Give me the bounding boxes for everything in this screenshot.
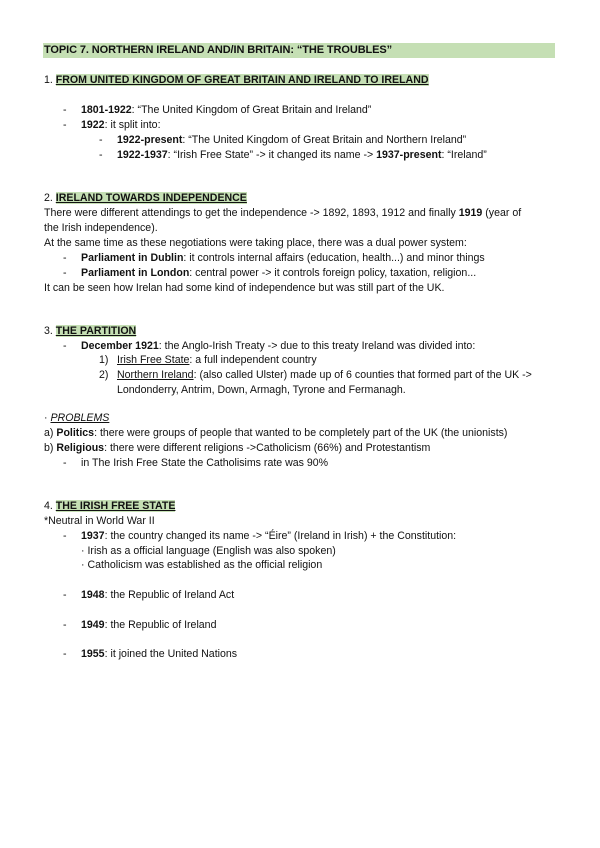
list-item: Parliament in London: central power -> it controls foreign policy, taxation, religion... xyxy=(81,267,477,279)
bullet-dash: - xyxy=(63,119,67,131)
list-item: b) Religious: there were different religions ->Catholicism (66%) and Protestantism xyxy=(44,442,431,454)
list-item: Parliament in Dublin: it controls internal affairs (education, health...) and minor things xyxy=(81,252,485,264)
list-item: Northern Ireland: (also called Ulster) made up of 6 counties that formed part of the UK -> xyxy=(117,369,532,381)
bullet-dash: - xyxy=(63,340,67,352)
list-item: Irish Free State: a full independent country xyxy=(117,354,317,366)
bullet-dash: - xyxy=(63,457,67,469)
list-item: 1922-1937: “Irish Free State” -> it changed its name -> 1937-present: “Ireland” xyxy=(117,149,487,161)
bullet-dash: - xyxy=(99,149,103,161)
section-2-heading: 2. IRELAND TOWARDS INDEPENDENCE xyxy=(44,192,247,204)
list-item: December 1921: the Anglo-Irish Treaty -> due to this treaty Ireland was divided into: xyxy=(81,340,476,352)
list-item: a) Politics: there were groups of people that wanted to be completely part of the UK (the unionists) xyxy=(44,427,508,439)
list-item: 1949: the Republic of Ireland xyxy=(81,619,217,631)
list-item: 1955: it joined the United Nations xyxy=(81,648,238,660)
sub-item: · Catholicism was established as the official religion xyxy=(81,559,323,571)
bullet-dash: - xyxy=(63,648,67,660)
list-number: 2) xyxy=(99,369,109,381)
list-item: in The Irish Free State the Catholisims rate was 90% xyxy=(81,457,329,469)
problems-label: · PROBLEMS xyxy=(44,412,110,424)
bullet-dash: - xyxy=(63,619,67,631)
bullet-dash: - xyxy=(99,134,103,146)
list-item: 1948: the Republic of Ireland Act xyxy=(81,589,235,601)
list-item: 1801-1922: “The United Kingdom of Great Britain and Ireland” xyxy=(81,104,372,116)
list-item: 1937: the country changed its name -> “Éire” (Ireland in Irish) + the Constitution: xyxy=(81,530,457,542)
sub-item: · Irish as a official language (English was also spoken) xyxy=(81,545,336,557)
bullet-dash: - xyxy=(63,267,67,279)
section-1-heading: 1. FROM UNITED KINGDOM OF GREAT BRITAIN AND IRELAND TO IRELAND xyxy=(44,74,429,86)
bullet-dash: - xyxy=(63,104,67,116)
bullet-dash: - xyxy=(63,589,67,601)
bullet-dash: - xyxy=(63,530,67,542)
section-4-heading: 4. THE IRISH FREE STATE xyxy=(44,500,176,512)
paragraph: the Irish independence). xyxy=(44,222,158,234)
bullet-dash: - xyxy=(63,252,67,264)
paragraph: At the same time as these negotiations were taking place, there was a dual power system: xyxy=(44,237,467,249)
note: *Neutral in World War II xyxy=(44,515,155,527)
paragraph: There were different attendings to get the independence -> 1892, 1893, 1912 and finally 1919 (year of xyxy=(44,207,522,219)
list-item-continuation: Londonderry, Antrim, Down, Armagh, Tyrone and Fermanagh. xyxy=(117,384,406,396)
list-item: 1922: it split into: xyxy=(81,119,161,131)
list-number: 1) xyxy=(99,354,109,366)
page-title: TOPIC 7. NORTHERN IRELAND AND/IN BRITAIN: “THE TROUBLES” xyxy=(43,43,555,58)
list-item: 1922-present: “The United Kingdom of Great Britain and Northern Ireland” xyxy=(117,134,467,146)
paragraph: It can be seen how Irelan had some kind of independence but was still part of the UK. xyxy=(44,282,445,294)
section-3-heading: 3. THE PARTITION xyxy=(44,325,137,337)
